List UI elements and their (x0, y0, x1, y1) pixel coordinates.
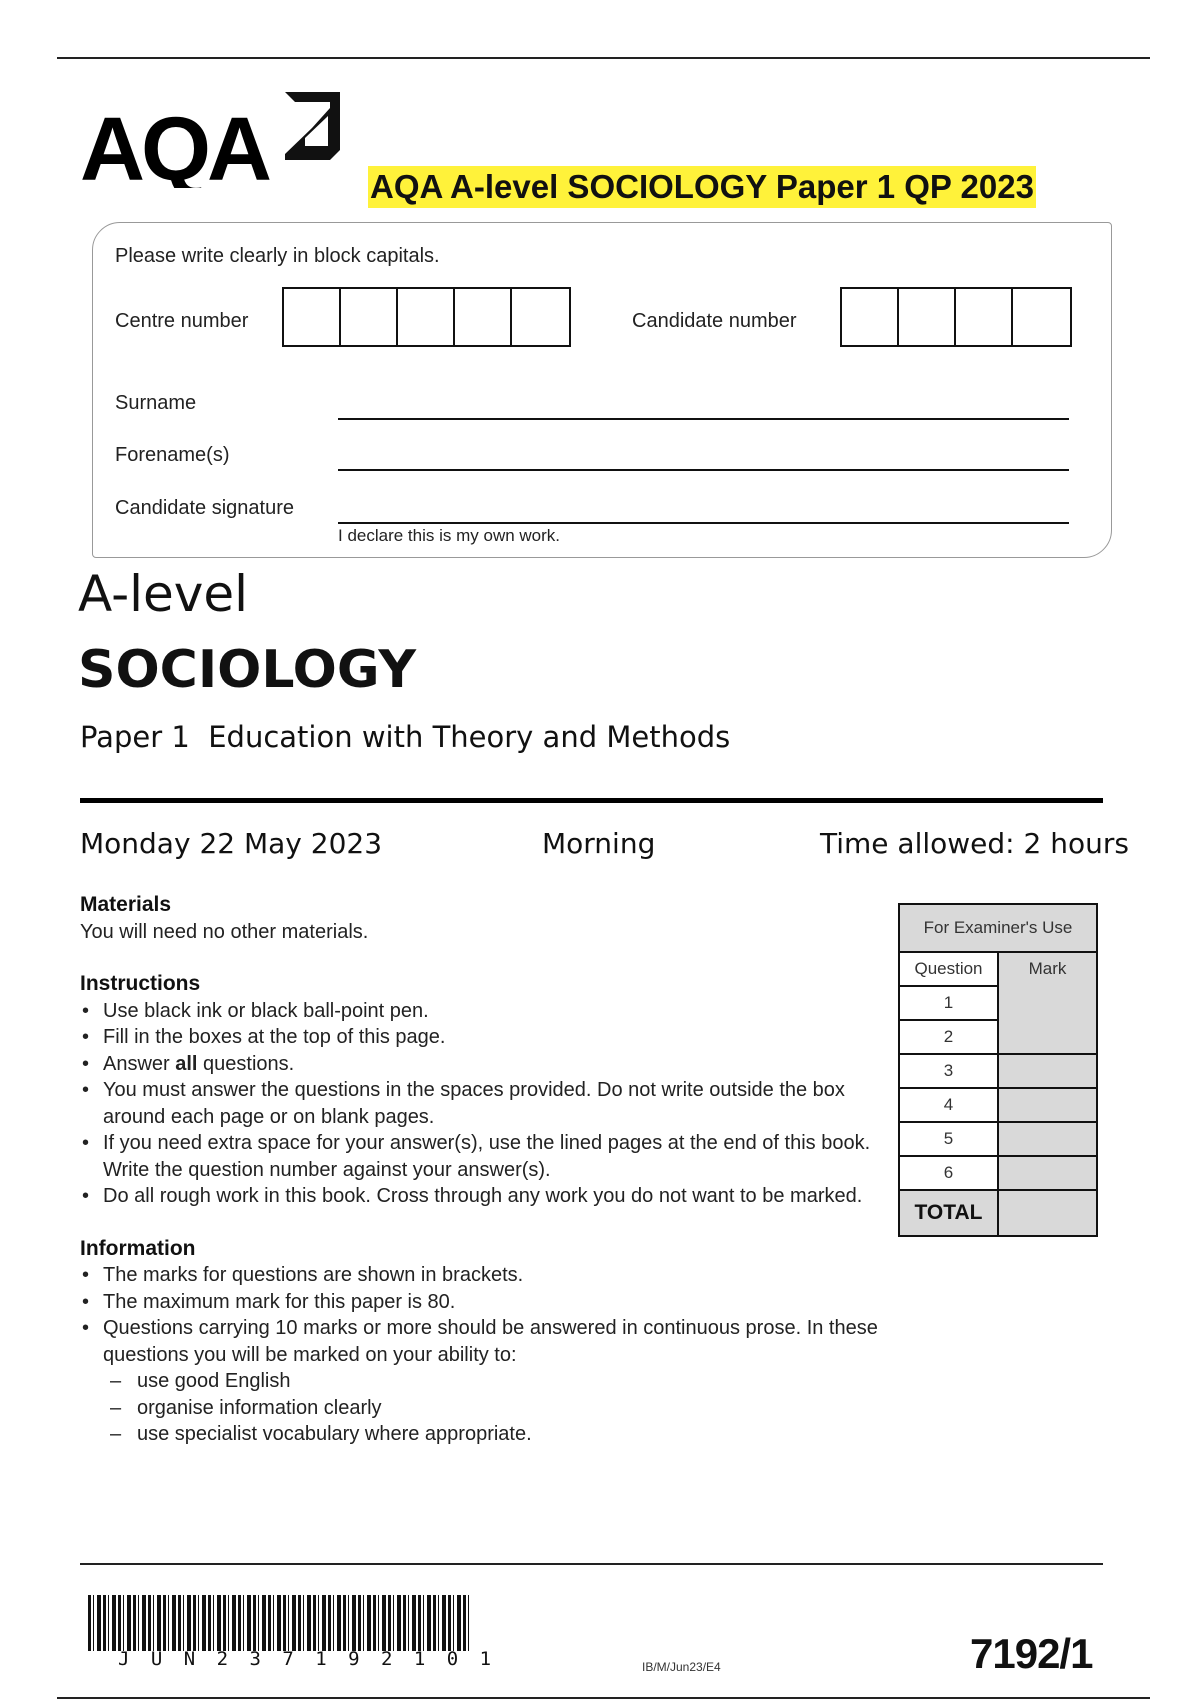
mark-cell[interactable] (998, 1088, 1097, 1122)
surname-field[interactable] (338, 418, 1069, 420)
mark-header: Mark (998, 952, 1097, 1054)
instruction-item: • Fill in the boxes at the top of this page. (80, 1024, 900, 1051)
examiner-use-table (898, 903, 1098, 1237)
barcode-number: J U N 2 3 7 1 9 2 1 0 1 (118, 1648, 497, 1670)
surname-label: Surname (115, 392, 197, 414)
qualification-level: A-level (78, 565, 249, 623)
document-title: AQA A-level SOCIOLOGY Paper 1 QP 2023 (368, 166, 1036, 208)
instruction-item: • Use black ink or black ball-point pen. (80, 998, 900, 1025)
candidate-number-boxes[interactable] (840, 287, 1072, 347)
paper-title: Paper 1 Education with Theory and Methods (80, 720, 731, 754)
question-number: 2 (899, 1020, 998, 1054)
information-item: • Questions carrying 10 marks or more should be answered in continuous prose. In these questions you will be marked on your ability to: (80, 1315, 900, 1368)
signature-label: Candidate signature (115, 497, 295, 519)
instructions-list (80, 998, 900, 1210)
bottom-rule (57, 1697, 1150, 1699)
information-item: • The maximum mark for this paper is 80. (80, 1289, 900, 1316)
signature-field[interactable] (338, 522, 1069, 524)
materials-text: You will need no other materials. (80, 920, 369, 943)
top-rule (57, 57, 1150, 59)
mark-cell[interactable] (998, 1054, 1097, 1088)
candidate-number-label: Candidate number (632, 310, 797, 332)
document-reference: IB/M/Jun23/E4 (642, 1660, 721, 1674)
forename-label: Forename(s) (115, 444, 230, 466)
question-header: Question (899, 952, 998, 986)
total-label: TOTAL (899, 1190, 998, 1236)
question-number: 3 (899, 1054, 998, 1088)
question-number: 4 (899, 1088, 998, 1122)
section-rule (80, 798, 1103, 803)
aqa-logo (80, 88, 350, 193)
paper-code: 7192/1 (970, 1630, 1093, 1677)
instruction-item: • Do all rough work in this book. Cross through any work you do not want to be marked. (80, 1183, 900, 1210)
information-heading: Information (80, 1236, 196, 1260)
instruction-item: • Answer all questions. (80, 1051, 900, 1078)
centre-number-label: Centre number (115, 310, 249, 332)
instructions-heading: Instructions (80, 972, 201, 995)
total-cell[interactable] (998, 1190, 1097, 1236)
question-number: 1 (899, 986, 998, 1020)
information-item: • The marks for questions are shown in brackets. (80, 1262, 900, 1289)
svg-text:AQA: AQA (80, 100, 268, 188)
instruction-item: • If you need extra space for your answer(s), use the lined pages at the end of this book. Write the question number against your answer(s). (80, 1130, 900, 1183)
mark-cell[interactable] (998, 1122, 1097, 1156)
information-subitem: – use good English (80, 1368, 900, 1395)
information-subitem: – use specialist vocabulary where appropriate. (80, 1421, 900, 1448)
question-number: 6 (899, 1156, 998, 1190)
information-subitem: – organise information clearly (80, 1395, 900, 1422)
declaration-text: I declare this is my own work. (338, 526, 561, 545)
forename-field[interactable] (338, 469, 1069, 471)
exam-information (80, 892, 900, 1448)
instruction-item: • You must answer the questions in the spaces provided. Do not write outside the box around each page or on blank pages. (80, 1077, 900, 1130)
information-list (80, 1262, 900, 1448)
materials-heading: Materials (80, 893, 172, 916)
subject-title: SOCIOLOGY (78, 640, 417, 700)
examiner-table-title: For Examiner's Use (899, 904, 1097, 952)
barcode (88, 1595, 470, 1651)
centre-number-boxes[interactable] (282, 287, 571, 347)
exam-session: Morning (542, 827, 656, 860)
question-number: 5 (899, 1122, 998, 1156)
exam-date: Monday 22 May 2023 (80, 827, 383, 860)
time-allowed: Time allowed: 2 hours (820, 827, 1129, 860)
mark-cell[interactable] (998, 1156, 1097, 1190)
form-instruction: Please write clearly in block capitals. (115, 245, 440, 267)
footer-rule (80, 1563, 1103, 1565)
